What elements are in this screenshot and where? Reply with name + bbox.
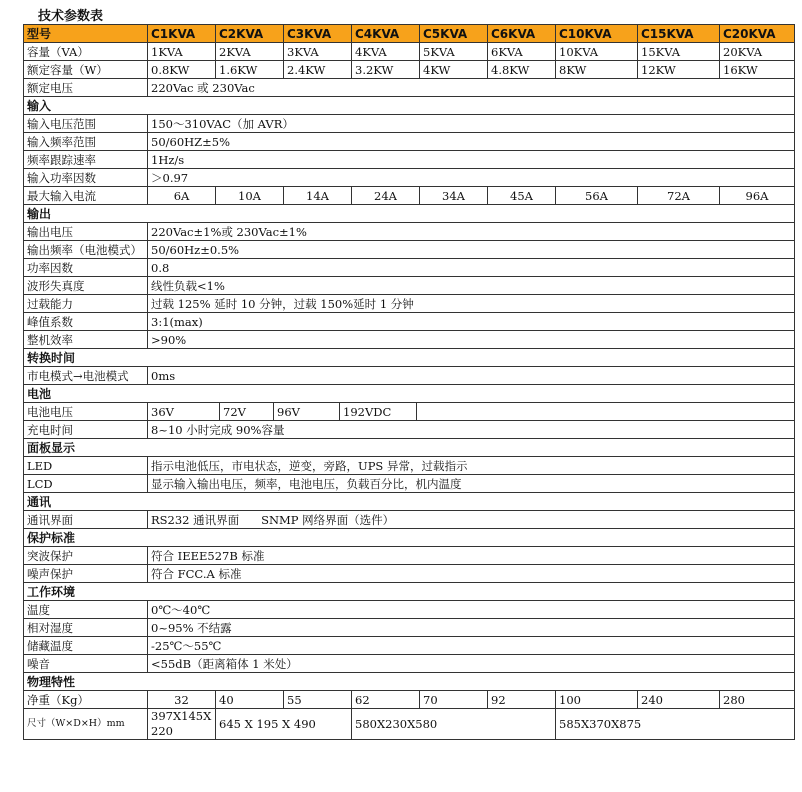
- row-label: 额定容量（W）: [24, 61, 148, 79]
- row-label: 电池电压: [24, 403, 148, 421]
- noise-row: [24, 655, 795, 673]
- input-voltage-row: [24, 115, 795, 133]
- cell: 220Vac 或 230Vac: [148, 79, 795, 97]
- cell: 15KVA: [638, 43, 720, 61]
- battery-voltage-list: [148, 403, 794, 420]
- section-comm: [24, 493, 795, 511]
- section-title: 物理特性: [24, 673, 795, 691]
- section-title: 输入: [24, 97, 795, 115]
- row-label: 频率跟踪速率: [24, 151, 148, 169]
- cell: 1KVA: [148, 43, 216, 61]
- row-label: LED: [24, 457, 148, 475]
- battery-voltage-empty: [417, 403, 795, 420]
- cell: <55dB（距离箱体 1 米处）: [148, 655, 795, 673]
- cell: 1.6KW: [216, 61, 284, 79]
- cell: 32: [148, 691, 216, 709]
- cell: 4KVA: [352, 43, 420, 61]
- overload-row: [24, 295, 795, 313]
- row-label: 波形失真度: [24, 277, 148, 295]
- section-protection: [24, 529, 795, 547]
- cell: 6A: [148, 187, 216, 205]
- row-label: 尺寸（W×D×H）mm: [24, 709, 148, 740]
- cell: 55: [284, 691, 352, 709]
- cell: 50/60Hz±0.5%: [148, 241, 795, 259]
- model-c3: C3KVA: [284, 25, 352, 43]
- cell: 显示输入输出电压，频率，电池电压，负载百分比，机内温度: [148, 475, 795, 493]
- section-physical: [24, 673, 795, 691]
- section-transfer: [24, 349, 795, 367]
- row-label: 噪音: [24, 655, 148, 673]
- cell: 3.2KW: [352, 61, 420, 79]
- row-label: 最大输入电流: [24, 187, 148, 205]
- row-label: 市电模式→电池模式: [24, 367, 148, 385]
- capacity-w-row: [24, 61, 795, 79]
- cell: 线性负载<1%: [148, 277, 795, 295]
- cell: 1Hz/s: [148, 151, 795, 169]
- cell: 10KVA: [556, 43, 638, 61]
- row-label: 充电时间: [24, 421, 148, 439]
- battery-voltage-value: 36V: [148, 403, 220, 420]
- input-pf-row: [24, 169, 795, 187]
- section-title: 转换时间: [24, 349, 795, 367]
- efficiency-row: [24, 331, 795, 349]
- section-title: 面板显示: [24, 439, 795, 457]
- row-label: 额定电压: [24, 79, 148, 97]
- row-label: 突波保护: [24, 547, 148, 565]
- lcd-row: [24, 475, 795, 493]
- section-panel: [24, 439, 795, 457]
- cell: 645 X 195 X 490: [216, 709, 352, 740]
- cell: 397X145X 220: [148, 709, 216, 740]
- cell: 8KW: [556, 61, 638, 79]
- cell: 92: [488, 691, 556, 709]
- row-label: 噪声保护: [24, 565, 148, 583]
- temp-row: [24, 601, 795, 619]
- input-freq-row: [24, 133, 795, 151]
- output-freq-row: [24, 241, 795, 259]
- cell: 45A: [488, 187, 556, 205]
- section-title: 工作环境: [24, 583, 795, 601]
- header-label: 型号: [24, 25, 148, 43]
- cell: 0ms: [148, 367, 795, 385]
- cell: 20KVA: [720, 43, 795, 61]
- row-label: 储藏温度: [24, 637, 148, 655]
- cell: 56A: [556, 187, 638, 205]
- noise-protect-row: [24, 565, 795, 583]
- cell: 580X230X580: [352, 709, 556, 740]
- cell: 2KVA: [216, 43, 284, 61]
- cell: 40: [216, 691, 284, 709]
- capacity-va-row: [24, 43, 795, 61]
- cell: RS232 通讯界面 SNMP 网络界面（选件）: [148, 511, 795, 529]
- row-label: 输出电压: [24, 223, 148, 241]
- cell: 0℃～40℃: [148, 601, 795, 619]
- header-row: [24, 25, 795, 43]
- cell: 0.8KW: [148, 61, 216, 79]
- cell: 24A: [352, 187, 420, 205]
- battery-voltage-value: 192VDC: [340, 403, 417, 420]
- row-label: 容量（VA）: [24, 43, 148, 61]
- crest-row: [24, 313, 795, 331]
- cell: 14A: [284, 187, 352, 205]
- cell: 6KVA: [488, 43, 556, 61]
- section-title: 保护标准: [24, 529, 795, 547]
- cell: 72A: [638, 187, 720, 205]
- cell: 4KW: [420, 61, 488, 79]
- max-current-row: [24, 187, 795, 205]
- cell: 70: [420, 691, 488, 709]
- output-pf-row: [24, 259, 795, 277]
- row-label: 温度: [24, 601, 148, 619]
- cell: 100: [556, 691, 638, 709]
- cell: 8~10 小时完成 90%容量: [148, 421, 795, 439]
- cell: 0~95% 不结露: [148, 619, 795, 637]
- cell: 585X370X875: [556, 709, 795, 740]
- model-c2: C2KVA: [216, 25, 284, 43]
- cell: 过载 125% 延时 10 分钟，过载 150%延时 1 分钟: [148, 295, 795, 313]
- humidity-row: [24, 619, 795, 637]
- cell: 50/60HZ±5%: [148, 133, 795, 151]
- section-title: 电池: [24, 385, 795, 403]
- row-label: 输入频率范围: [24, 133, 148, 151]
- cell: 16KW: [720, 61, 795, 79]
- cell: 符合 FCC.A 标准: [148, 565, 795, 583]
- cell: 150～310VAC（加 AVR）: [148, 115, 795, 133]
- section-battery: [24, 385, 795, 403]
- cell: 指示电池低压，市电状态，逆变，旁路，UPS 异常，过载指示: [148, 457, 795, 475]
- cell: >90%: [148, 331, 795, 349]
- distortion-row: [24, 277, 795, 295]
- cell: 96A: [720, 187, 795, 205]
- cell: 280: [720, 691, 795, 709]
- transfer-row: [24, 367, 795, 385]
- charge-time-row: [24, 421, 795, 439]
- cell: 10A: [216, 187, 284, 205]
- storage-row: [24, 637, 795, 655]
- cell: -25℃～55℃: [148, 637, 795, 655]
- cell: 0.8: [148, 259, 795, 277]
- model-c6: C6KVA: [488, 25, 556, 43]
- row-label: 通讯界面: [24, 511, 148, 529]
- spec-table: [23, 24, 795, 740]
- row-label: 输入电压范围: [24, 115, 148, 133]
- section-environment: [24, 583, 795, 601]
- section-input: [24, 97, 795, 115]
- battery-voltage-row: [24, 403, 795, 421]
- section-title: 输出: [24, 205, 795, 223]
- section-title: 通讯: [24, 493, 795, 511]
- page-title: 技术参数表: [38, 9, 104, 24]
- cell: 220Vac±1%或 230Vac±1%: [148, 223, 795, 241]
- freq-tracking-row: [24, 151, 795, 169]
- row-label: LCD: [24, 475, 148, 493]
- row-label: 净重（Kg）: [24, 691, 148, 709]
- rated-voltage-row: [24, 79, 795, 97]
- model-c15: C15KVA: [638, 25, 720, 43]
- size-row: [24, 709, 795, 740]
- row-label: 输入功率因数: [24, 169, 148, 187]
- battery-voltage-cell: [148, 403, 795, 421]
- model-c20: C20KVA: [720, 25, 795, 43]
- surge-row: [24, 547, 795, 565]
- model-c10: C10KVA: [556, 25, 638, 43]
- output-voltage-row: [24, 223, 795, 241]
- row-label: 整机效率: [24, 331, 148, 349]
- battery-voltage-value: 72V: [220, 403, 274, 420]
- row-label: 功率因数: [24, 259, 148, 277]
- row-label: 输出频率（电池模式）: [24, 241, 148, 259]
- section-output: [24, 205, 795, 223]
- comm-interface-row: [24, 511, 795, 529]
- row-label: 峰值系数: [24, 313, 148, 331]
- model-c4: C4KVA: [352, 25, 420, 43]
- cell: 4.8KW: [488, 61, 556, 79]
- led-row: [24, 457, 795, 475]
- cell: 3KVA: [284, 43, 352, 61]
- battery-voltage-value: 96V: [274, 403, 340, 420]
- row-label: 过载能力: [24, 295, 148, 313]
- cell: 12KW: [638, 61, 720, 79]
- weight-row: [24, 691, 795, 709]
- row-label: 相对湿度: [24, 619, 148, 637]
- cell: 3:1(max): [148, 313, 795, 331]
- model-c1: C1KVA: [148, 25, 216, 43]
- cell: 符合 IEEE527B 标准: [148, 547, 795, 565]
- cell: 34A: [420, 187, 488, 205]
- model-c5: C5KVA: [420, 25, 488, 43]
- cell: 62: [352, 691, 420, 709]
- cell: 240: [638, 691, 720, 709]
- cell: 5KVA: [420, 43, 488, 61]
- cell: ＞0.97: [148, 169, 795, 187]
- cell: 2.4KW: [284, 61, 352, 79]
